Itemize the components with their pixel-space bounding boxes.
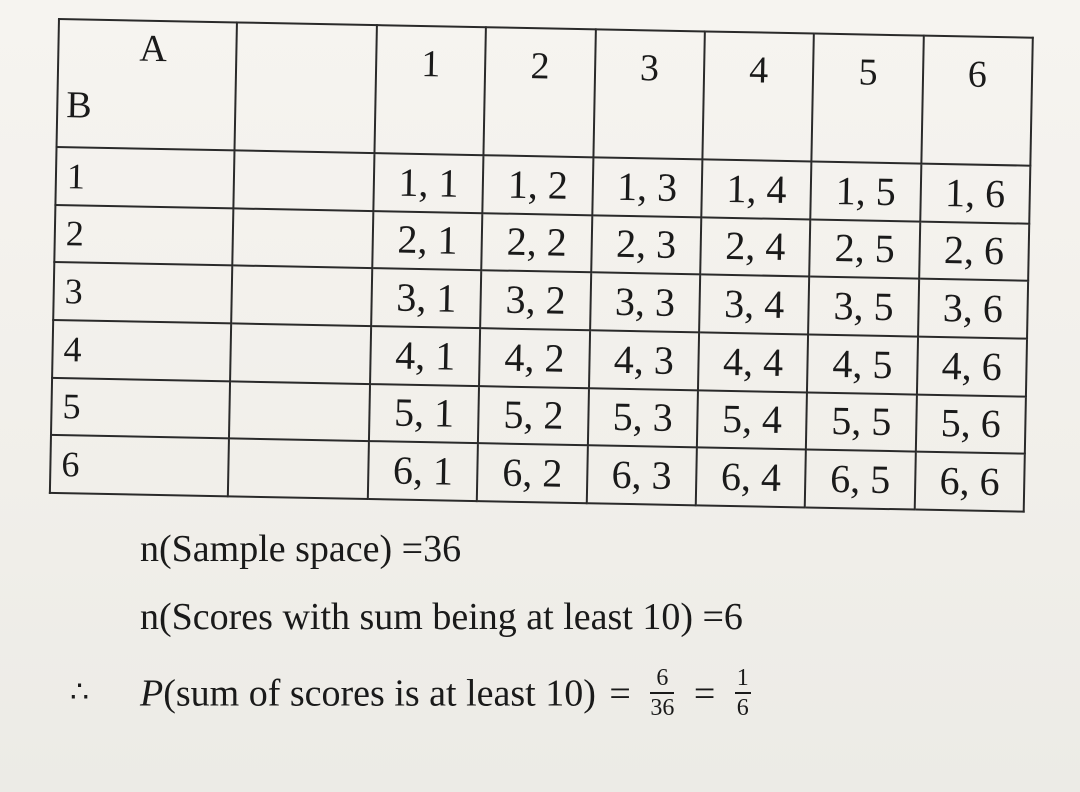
outcome-cell: 1, 1: [373, 153, 483, 213]
row-axis-label: B: [65, 84, 93, 127]
fraction-numerator: 6: [650, 666, 674, 694]
column-header: 6: [921, 36, 1033, 166]
column-axis-label: A: [139, 27, 168, 71]
dice-outcome-table: [49, 18, 1034, 513]
spacer-cell: [231, 266, 372, 326]
outcome-cell: 3, 3: [590, 273, 700, 333]
probability-line: [70, 665, 757, 724]
outcome-cell: 4, 5: [807, 334, 917, 394]
outcome-cell: 5, 4: [697, 390, 807, 450]
probability-p: P: [140, 672, 164, 715]
equals-sign: =: [693, 672, 716, 715]
outcome-cell: 2, 2: [482, 213, 592, 273]
outcome-cell: 3, 4: [699, 275, 809, 335]
row-header: 6: [50, 435, 229, 496]
probability-event-text: (sum of scores is at least 10): [163, 672, 596, 715]
outcome-cell: 1, 6: [920, 164, 1030, 224]
spacer-cell: [233, 150, 374, 210]
row-header: 5: [51, 378, 230, 439]
outcome-cell: 1, 4: [701, 159, 811, 219]
outcome-cell: 6, 6: [914, 452, 1024, 512]
outcome-cell: 3, 1: [371, 268, 481, 328]
outcome-cell: 2, 3: [591, 215, 701, 275]
outcome-cell: 6, 5: [805, 450, 915, 510]
outcome-cell: 1, 5: [811, 161, 921, 221]
empty-header-cell: [234, 22, 376, 153]
fraction-numerator: 1: [735, 666, 751, 694]
outcome-cell: 4, 3: [589, 330, 699, 390]
outcome-cell: 6, 1: [368, 441, 478, 501]
column-header: 5: [812, 34, 924, 164]
fraction-denominator: 6: [736, 695, 749, 721]
fraction-denominator: 36: [650, 695, 675, 721]
outcome-cell: 3, 6: [918, 279, 1028, 339]
outcome-cell: 2, 6: [919, 221, 1029, 281]
outcome-cell: 2, 5: [809, 219, 919, 279]
therefore-symbol: ∴: [70, 676, 90, 709]
outcome-cell: 3, 2: [480, 270, 590, 330]
spacer-cell: [228, 439, 369, 499]
favourable-outcomes-line: n(Scores with sum being at least 10) =6: [140, 596, 743, 638]
outcome-cell: 5, 3: [588, 388, 698, 448]
column-header: 1: [374, 25, 486, 155]
outcome-cell: 4, 1: [370, 326, 480, 386]
outcome-cell: 1, 2: [483, 155, 593, 215]
outcome-cell: 4, 4: [698, 332, 808, 392]
row-header: 4: [52, 320, 231, 381]
table-header-row: [57, 19, 1033, 166]
outcome-cell: 1, 3: [592, 157, 702, 217]
row-header: 2: [54, 205, 233, 266]
outcome-cell: 6, 2: [477, 443, 587, 503]
equals-sign: =: [609, 672, 631, 715]
row-header: 3: [53, 262, 232, 323]
sample-space-line: n(Sample space) =36: [140, 528, 462, 570]
spacer-cell: [229, 381, 370, 441]
row-header: 1: [55, 147, 234, 208]
fraction-one-over-six: [735, 666, 751, 720]
outcome-cell: 3, 5: [808, 277, 918, 337]
table-corner-cell: [57, 19, 237, 150]
outcome-cell: 4, 2: [479, 328, 589, 388]
fraction-six-over-thirty-six: [650, 666, 674, 720]
column-header: 3: [593, 29, 705, 159]
spacer-cell: [232, 208, 373, 268]
outcome-cell: 5, 1: [369, 384, 479, 444]
column-header: 4: [702, 31, 814, 161]
outcome-cell: 2, 4: [700, 217, 810, 277]
outcome-cell: 6, 3: [586, 446, 696, 506]
outcome-cell: 5, 6: [915, 394, 1025, 454]
outcome-table-wrapper: [49, 18, 1034, 513]
outcome-cell: 4, 6: [917, 337, 1027, 397]
column-header: 2: [484, 27, 596, 157]
outcome-cell: 2, 1: [372, 211, 482, 271]
outcome-cell: 5, 2: [478, 386, 588, 446]
spacer-cell: [230, 323, 371, 383]
outcome-cell: 6, 4: [696, 448, 806, 508]
outcome-cell: 5, 5: [806, 392, 916, 452]
